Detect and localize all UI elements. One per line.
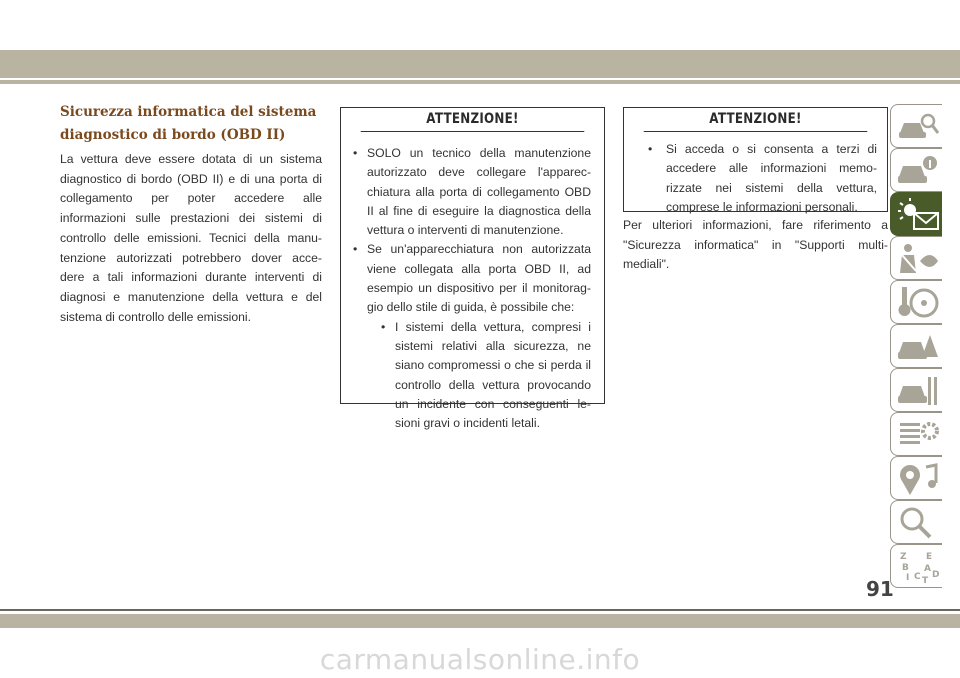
index-letter: E	[926, 552, 933, 562]
bullet: •	[353, 242, 358, 257]
bullet: •	[381, 319, 386, 334]
warning-subitem-text: I sistemi della vettura, compresi i sistemi relativi alla sicurezza, ne siano compromessi o che si perda il controllo della vettura provocando un incidente con conseguenti le- sioni gravi o incidenti letali.	[395, 319, 591, 431]
warning-list	[341, 132, 604, 433]
index-letter: B	[902, 563, 909, 573]
warning-item	[353, 144, 591, 240]
reference-text: Per ulteriori informazioni, fare riferimento a "Sicurezza informatica" in "Supporti multi- mediali".	[623, 218, 888, 272]
page-number: 91	[866, 577, 894, 601]
warning-subitem	[381, 318, 591, 434]
warning-item-text: Se un'apparecchiatura non autorizzata viene collegata alla porta OBD II, ad esempio un dispositivo per il monitorag- gio dello stile di guida, è possibile che:	[367, 242, 591, 315]
warning-heading: ATTENZIONE!	[644, 108, 868, 132]
index-letters-icon	[896, 549, 940, 585]
chapter-tab-car-info[interactable]	[890, 148, 942, 192]
chapter-tab-car-search[interactable]	[890, 104, 942, 148]
warning-item	[353, 240, 591, 433]
car-info-icon	[896, 153, 940, 189]
index-letter: A	[924, 564, 931, 574]
section-title-line2: diagnostico di bordo (OBD II)	[60, 127, 286, 143]
warning-sublist	[367, 318, 591, 434]
index-letter: C	[914, 572, 921, 582]
bottom-rule	[0, 609, 960, 611]
seatbelt-airbag-icon	[896, 241, 940, 277]
bullet: •	[648, 142, 653, 156]
multimedia-icon	[896, 461, 940, 497]
index-letter: D	[932, 570, 940, 580]
index-letter: Z	[900, 552, 907, 562]
key-steering-wheel-icon	[896, 285, 940, 321]
warning-heading: ATTENZIONE!	[361, 108, 585, 132]
search-icon	[896, 505, 940, 541]
top-band	[0, 50, 960, 78]
warning-box-2	[623, 107, 888, 212]
index-letter: I	[906, 573, 910, 583]
index-letter: T	[922, 576, 929, 585]
watermark: carmanualsonline.info	[319, 643, 641, 676]
warning-light-message-icon	[896, 197, 940, 233]
chapter-tab-index[interactable]	[890, 544, 942, 588]
car-hazard-icon	[896, 329, 940, 365]
bottom-band	[0, 614, 960, 628]
chapter-tab-safety[interactable]	[890, 236, 942, 280]
chapter-tab-specifications[interactable]	[890, 412, 942, 456]
chapter-tab-multimedia[interactable]	[890, 456, 942, 500]
chapter-tab-search[interactable]	[890, 500, 942, 544]
bullet: •	[353, 146, 358, 160]
chapter-tab-starting[interactable]	[890, 280, 942, 324]
car-search-icon	[896, 109, 940, 145]
chapter-tab-emergency[interactable]	[890, 324, 942, 368]
warning-item	[648, 140, 877, 217]
warning-item-text: SOLO un tecnico della manutenzione autorizzato deve collegare l'apparec- chiatura alla porta di collegamento OBD II al fine di eseguire la diagnostica della vettura o interventi di manutenzione.	[367, 146, 591, 238]
warning-item-text: Si acceda o si consenta a terzi di accedere alle informazioni memo- rizzate nei sistemi della vettura, comprese le informazioni personali.	[666, 142, 877, 214]
warning-box-1	[340, 107, 605, 431]
top-rule	[0, 80, 960, 84]
chapter-tab-maintenance[interactable]	[890, 368, 942, 412]
section-body: La vettura deve essere dotata di un sistema diagnostico di bordo (OBD II) e di una porta di collegamento per poter accedere alle informazioni sulle prestazioni dei sistemi di controllo delle emissioni. Tecnici della manu- tenzione autorizzati potrebbero dover acce- dere a tali informazioni durante interventi di diagnosi e manutenzione della vettura e del sistema di controllo delle emissioni.	[60, 152, 322, 324]
chapter-tab-warning-lights[interactable]	[890, 192, 942, 236]
section-title-line1: Sicurezza informatica del sistema	[60, 104, 317, 120]
car-tools-icon	[896, 373, 940, 409]
warning-list	[624, 132, 887, 217]
specs-gear-icon	[896, 417, 940, 453]
section-title	[60, 101, 325, 147]
